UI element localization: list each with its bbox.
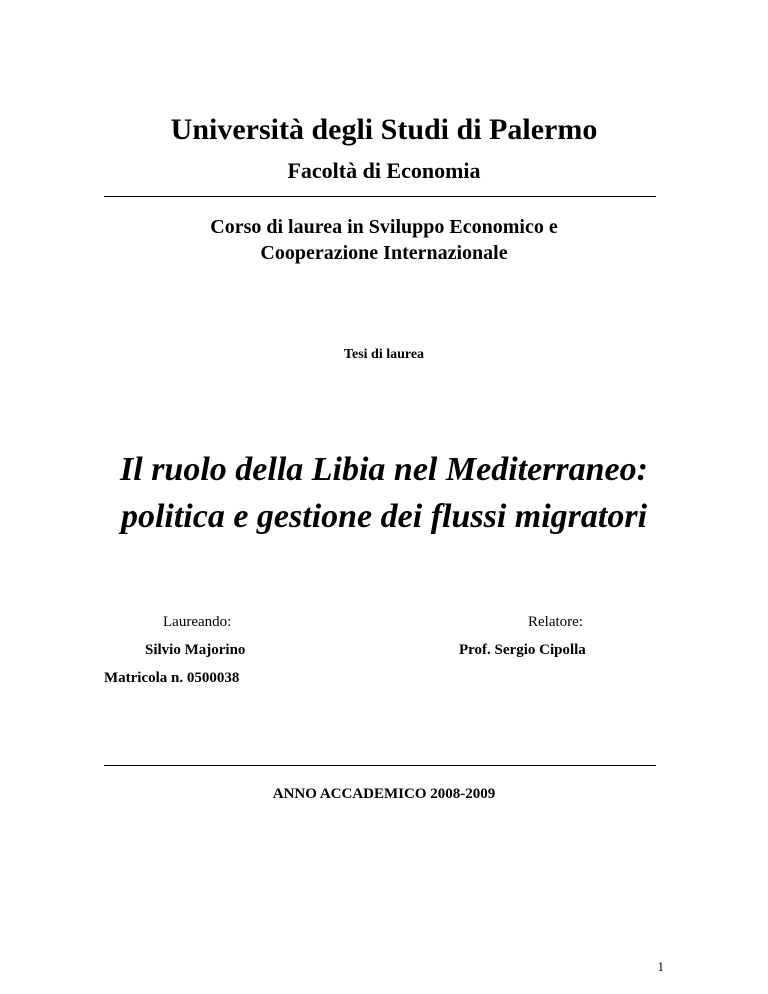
thesis-title xyxy=(0,446,768,540)
candidate-name: Silvio Majorino xyxy=(145,642,246,658)
faculty-name: Facoltà di Economia xyxy=(287,158,481,183)
university-name: Università degli Studi di Palermo xyxy=(170,113,598,146)
top-divider xyxy=(104,196,656,197)
candidate-registration: Matricola n. 0500038 xyxy=(104,670,240,686)
supervisor-label: Relatore: xyxy=(528,614,583,630)
academic-year: ANNO ACCADEMICO 2008-2009 xyxy=(272,786,496,802)
candidate-label: Laureando: xyxy=(163,614,232,630)
bottom-divider xyxy=(104,765,656,766)
supervisor-name: Prof. Sergio Cipolla xyxy=(459,642,586,658)
thesis-title-line-1: Il ruolo della Libia nel Mediterraneo: xyxy=(120,451,648,488)
thesis-title-line-2: politica e gestione dei flussi migratori xyxy=(120,498,648,535)
degree-course-line-2: Cooperazione Internazionale xyxy=(260,242,508,264)
page-number: 1 xyxy=(657,959,664,974)
thesis-type: Tesi di laurea xyxy=(343,347,425,362)
degree-course-line-1: Corso di laurea in Sviluppo Economico e xyxy=(210,216,558,238)
degree-course xyxy=(0,214,768,266)
